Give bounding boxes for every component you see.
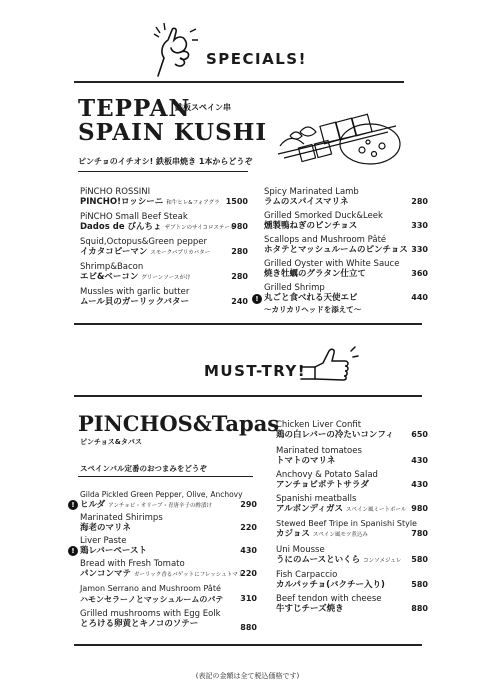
pinchos-title-jp: ピンチョス&タパス bbox=[80, 438, 142, 446]
divider bbox=[74, 644, 422, 646]
menu-item: PiNCHO ROSSINI PINCHO!ロッシーニ 和牛ヒレ&フォアグラ 1500 bbox=[80, 187, 248, 207]
menu-item: Grilled Smorked Duck&Leek 燻製鴨ねぎのピンチョス 330 bbox=[264, 211, 428, 231]
menu-item: Beef tendon with cheese 牛すじチーズ焼き 880 bbox=[276, 594, 428, 614]
menu-item: Anchovy & Potato Salad アンチョビポテトサラダ 430 bbox=[276, 470, 428, 490]
musttry-title: MUST-TRY! bbox=[204, 362, 307, 380]
tax-footnote: (表記の金額は全て税込価格です) bbox=[195, 672, 300, 680]
menu-item: Grilled mushrooms with Egg Eolk とろける卵黄とキノコのソテー 880 bbox=[80, 609, 257, 632]
menu-item: Spanishi meatballs アルボンディガス スペイン風ミートボール 980 bbox=[276, 494, 428, 514]
divider bbox=[78, 476, 253, 477]
recommend-badge-icon: ! bbox=[252, 294, 262, 304]
teppan-title-jp: 鉄板スペイン串 bbox=[175, 103, 231, 112]
skewer-illustration bbox=[270, 106, 405, 174]
recommend-badge-icon: ! bbox=[68, 500, 78, 510]
divider bbox=[74, 395, 422, 397]
menu-item: Fish Carpaccio カルパッチョ(バクチー入り) 580 bbox=[276, 570, 428, 590]
specials-title: SPECIALS! bbox=[206, 50, 307, 68]
thumbs-up-icon bbox=[299, 345, 359, 383]
teppan-subtitle: ピンチョのイチオシ! 鉄板串焼き 1本からどうぞ bbox=[78, 157, 253, 166]
menu-item: Shrimp&Bacon エビ&ベーコン グリーンソースがけ 280 bbox=[80, 262, 248, 282]
pinchos-title: PINCHOS&Tapas bbox=[78, 411, 280, 436]
menu-item: Stewed Beef Tripe in Spanishi Style カジョス スペイン風モツ煮込み 780 bbox=[276, 519, 428, 539]
menu-item: Bread with Fresh Tomato パンコンマテ ガーリック香るバゲットにフレッシュトマト 220 bbox=[80, 559, 257, 579]
menu-item: Uni Mousse うにのムースといくら コンソメジュレ 580 bbox=[276, 545, 428, 565]
menu-item: Chicken Liver Confit 鶏の白レバーの冷たいコンフィ 650 bbox=[276, 420, 428, 440]
divider bbox=[74, 323, 422, 325]
teppan-title: TEPPAN SPAIN KUSHI bbox=[78, 95, 268, 146]
divider bbox=[78, 171, 248, 172]
ok-hand-icon bbox=[150, 22, 200, 78]
menu-item: Scallops and Mushroom Pâté ホタテとマッシュルームのピンチョス 330 bbox=[264, 235, 428, 255]
menu-item: Squid,Octopus&Green pepper イカタコピーマン スモークパプリカバター 280 bbox=[80, 237, 248, 257]
divider bbox=[74, 81, 404, 83]
menu-item: Gilda Pickled Green Pepper, Olive, Anchovy ヒルダ アンチョビ・オリーブ・青唐辛子の酢漬け 290 bbox=[80, 490, 257, 510]
menu-item: Grilled Shrimp 丸ごと食べれる天使エビ 〜カリカリヘッドを添えて〜 440 bbox=[264, 283, 428, 314]
menu-item: Liver Paste 鶏レバーペースト 430 bbox=[80, 536, 257, 556]
menu-item: Marinated Shirimps 海老のマリネ 220 bbox=[80, 513, 257, 533]
menu-item: PiNCHO Small Beef Steak Dados de びんちょ ザブトンのサイコロステーキ 980 bbox=[80, 212, 248, 232]
menu-item: Mussles with garlic butter ムール貝のガーリックバター 240 bbox=[80, 287, 248, 307]
menu-item: Marinated tomatoes トマトのマリネ 430 bbox=[276, 446, 428, 466]
pinchos-subtitle: スペインバル定番のおつまみをどうぞ bbox=[80, 464, 207, 473]
menu-item: Grilled Oyster with White Sauce 焼き牡蠣のグラタン仕立て 360 bbox=[264, 259, 428, 279]
menu-item: Spicy Marinated Lamb ラムのスパイスマリネ 280 bbox=[264, 187, 428, 207]
recommend-badge-icon: ! bbox=[68, 546, 78, 556]
menu-item: Jamon Serrano and Mushroom Pâté ハモンセラーノとマッシュルームのパテ 310 bbox=[80, 584, 257, 604]
